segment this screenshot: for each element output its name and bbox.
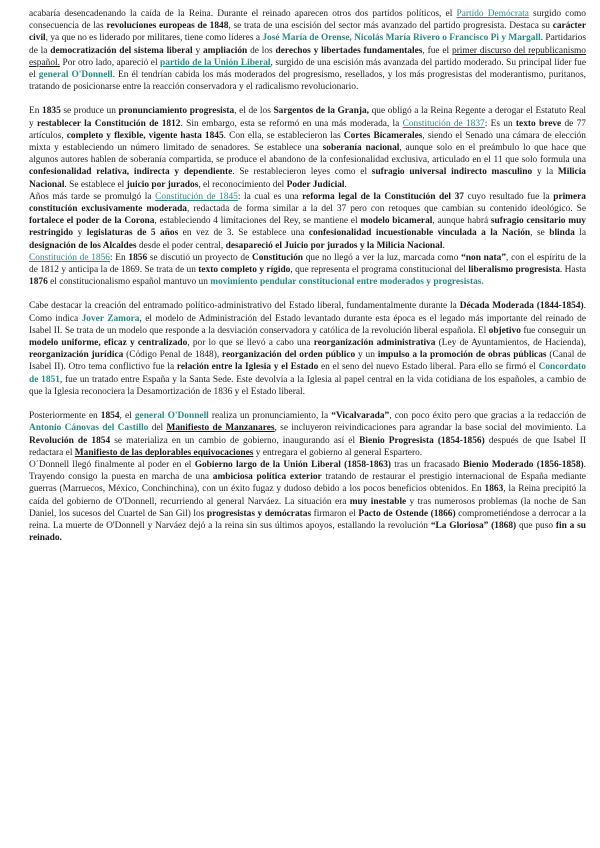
link-partido-democrata[interactable]: Partido Demócrata — [456, 9, 529, 19]
concordato-1851: Concordato de 1851 — [29, 362, 586, 385]
link-constitucion-1856[interactable]: Constitución de 1856 — [29, 252, 110, 263]
paragraph-gap — [29, 93, 586, 105]
paragraph-gap — [29, 398, 586, 410]
paragraph-gap — [29, 288, 586, 300]
link-constitucion-1837[interactable]: Constitución de 1837 — [402, 118, 485, 129]
link-union-liberal[interactable]: partido de la Unión Liberal — [160, 57, 271, 68]
general-odonnell: general O'Donnell — [134, 411, 209, 422]
paragraph-decada-moderada: Cabe destacar la creación del entramado político-administrativo del Estado liberal, fundamentalmente durante la Década Moderada (1844-1854). Como indica Jover Zamora, el modelo de Administración del Estado levantado durante esta época es el legado más importante del reinado de Isabel II. Se trata de un modelo que responde a la desviación conservadora y católica de la revolución liberal española. El objetivo fue conseguir un modelo uniforme, eficaz y centralizado, por lo que se llevó a cabo una reorganización administrativa (Ley de Ayuntamientos, de Hacienda), reorganización jurídica (Código Penal de 1848), reorganización del orden público y un impulso a la promoción de obras públicas (Canal de Isabel II). Otro tema conflictivo fue la relación entre la Iglesia y el Estado en el seno del nuevo Estado liberal. Para ello se firmó el Concordato de 1851, fue un tratado entre España y la Santa Sede. Este devolvía a la Iglesia al papel central en la vida cotidiana de los españoles, a cambio de que la Iglesia reconociera la Desamortización de 1836 y el Estado liberal. — [29, 301, 587, 397]
canovas-del-castillo: Antonio Cánovas del Castillo — [29, 423, 149, 434]
jover-zamora: Jover Zamora — [81, 313, 140, 324]
movimiento-pendular: movimiento pendular constitucional entre moderados y progresistas. — [210, 277, 484, 288]
link-constitucion-1845[interactable]: Constitución de 1845 — [155, 191, 238, 202]
paragraph-bienio-union-liberal: Posteriormente en 1854, el general O'Donnell realiza un pronunciamiento, la “Vicalvarada”, con poco éxito pero que gracias a la redacción de Antonio Cánovas del Castillo del Manifiesto de Manzanares, se incluyeron reivindicaciones para agrandar la base social del movimiento. La Revolución de 1854 se materializa en un cambio de gobierno, inaugurando así el Bienio Progresista (1854-1856) después de que Isabel II redactara el Manifiesto de las deplorables equivocaciones y entregara el gobierno al general Espartero. O´Donnell llegó finalmente al poder en el Gobierno largo de la Unión Liberal (1858-1863) tras un fracasado Bienio Moderado (1856-1858). Trayendo consigo la puesta en marcha de una ambiciosa política exterior tratando de restaurar el prestigio internacional de España mediante guerras (Marruecos, México, Conchinchina), con un éxito fugaz y dudoso debido a los pocos beneficios obtenidos. En 1863, la Reina precipitó la caída del gobierno de O'Donnell, recurriendo al general Narváez. La situación era muy inestable y tras numerosos problemas (la noche de San Daniel, los sucesos del Cuartel de San Gil) los progresistas y demócratas firmaron el Pacto de Ostende (1866) comprometiéndose a derrocar a la reina. La muerte de O'Donnell y Narváez dejó a la reina sin sus últimos apoyos, estallando la revolución “La Gloriosa” (1868) que puso fin a su reinado. — [29, 411, 587, 544]
democrat-leaders: José María de Orense, Nicolás María Rivero o Francisco Pi y Margall — [262, 33, 541, 44]
paragraph-partidos: acabaría desencadenando la caída de la Reina. Durante el reinado aparecen otros dos partidos políticos, el Partido Demócrata surgido como consecuencia de las revoluciones europeas de 1848, se trata de una escisión del sector más avanzado del partido progresista. Destaca su carácter civil, ya que no es liderado por militares, tiene como líderes a José María de Orense, Nicolás María Rivero o Francisco Pi y Margall. Partidarios de la democratización del sistema liberal y ampliación de los derechos y libertades fundamentales, fue el primer discurso del republicanismo español. Por otro lado, apareció el partido de la Unión Liberal, surgido de una escisión más avanzada del partido moderado. Su principal líder fue el general O'Donnell. En él tendrían cabida los más moderados del progresismo, resellados, y los más progresistas del moderantismo, puritanos, tratando de posicionarse entre la reacción conservadora y el radicalismo revolucionario. — [29, 9, 587, 93]
paragraph-constituciones: En 1835 se produce un pronunciamiento progresista, el de los Sargentos de la Granja, que obligó a la Reina Regente a derogar el Estatuto Real y restablecer la Constitución de 1812. Sin embargo, esta se reformó en una más moderada, la Constitución de 1837: Es un texto breve de 77 artículos, completo y flexible, vigente hasta 1845. Con ella, se establecieron las Cortes Bicamerales, siendo el Senado una cámara de elección mixta y estableciendo un número limitado de senadores. Se establece una soberanía nacional, aunque solo en el preámbulo lo que hace que algunos autores hablen de soberanía compartida, se produce el abandono de la confesionalidad exclusiva, articulado en el 11 que solo formula una confesionalidad relativa, indirecta y dependiente. Se restablecieron leyes como el sufragio universal indirecto masculino y la Milicia Nacional. Se establece el juicio por jurados, el reconocimiento del Poder Judicial. Años más tarde se promulgó la Constitución de 1845: la cual es una reforma legal de la Constitución del 37 cuyo resultado fue la primera constitución exclusivamente moderada, redactada de forma similar a la del 37 pero con retoques que cambian su contenido ideológico. Se fortalece el poder de la Corona, estableciendo 4 limitaciones del Rey, se mantiene el modelo bicameral, aunque habrá sufragio censitario muy restringido y legislaturas de 5 años en vez de 3. Se establece una confesionalidad incuestionable vinculada a la Nación, se blinda la designación de los Alcaldes desde el poder central, desapareció el Juicio por jurados y la Milicia Nacional. Constitución de 1856: En 1856 se discutió un proyecto de Constitución que no llegó a ver la luz, marcada como “non nata”, con el espíritu de la de 1812 y anticipa la de 1869. Se trata de un texto completo y rígido, que representa el programa constitucional del liberalismo progresista. Hasta 1876 el constitucionalismo español mantuvo un movimiento pendular constitucional entre moderados y progresistas. — [29, 106, 587, 288]
general-odonnell: general O'Donnell — [38, 70, 113, 81]
